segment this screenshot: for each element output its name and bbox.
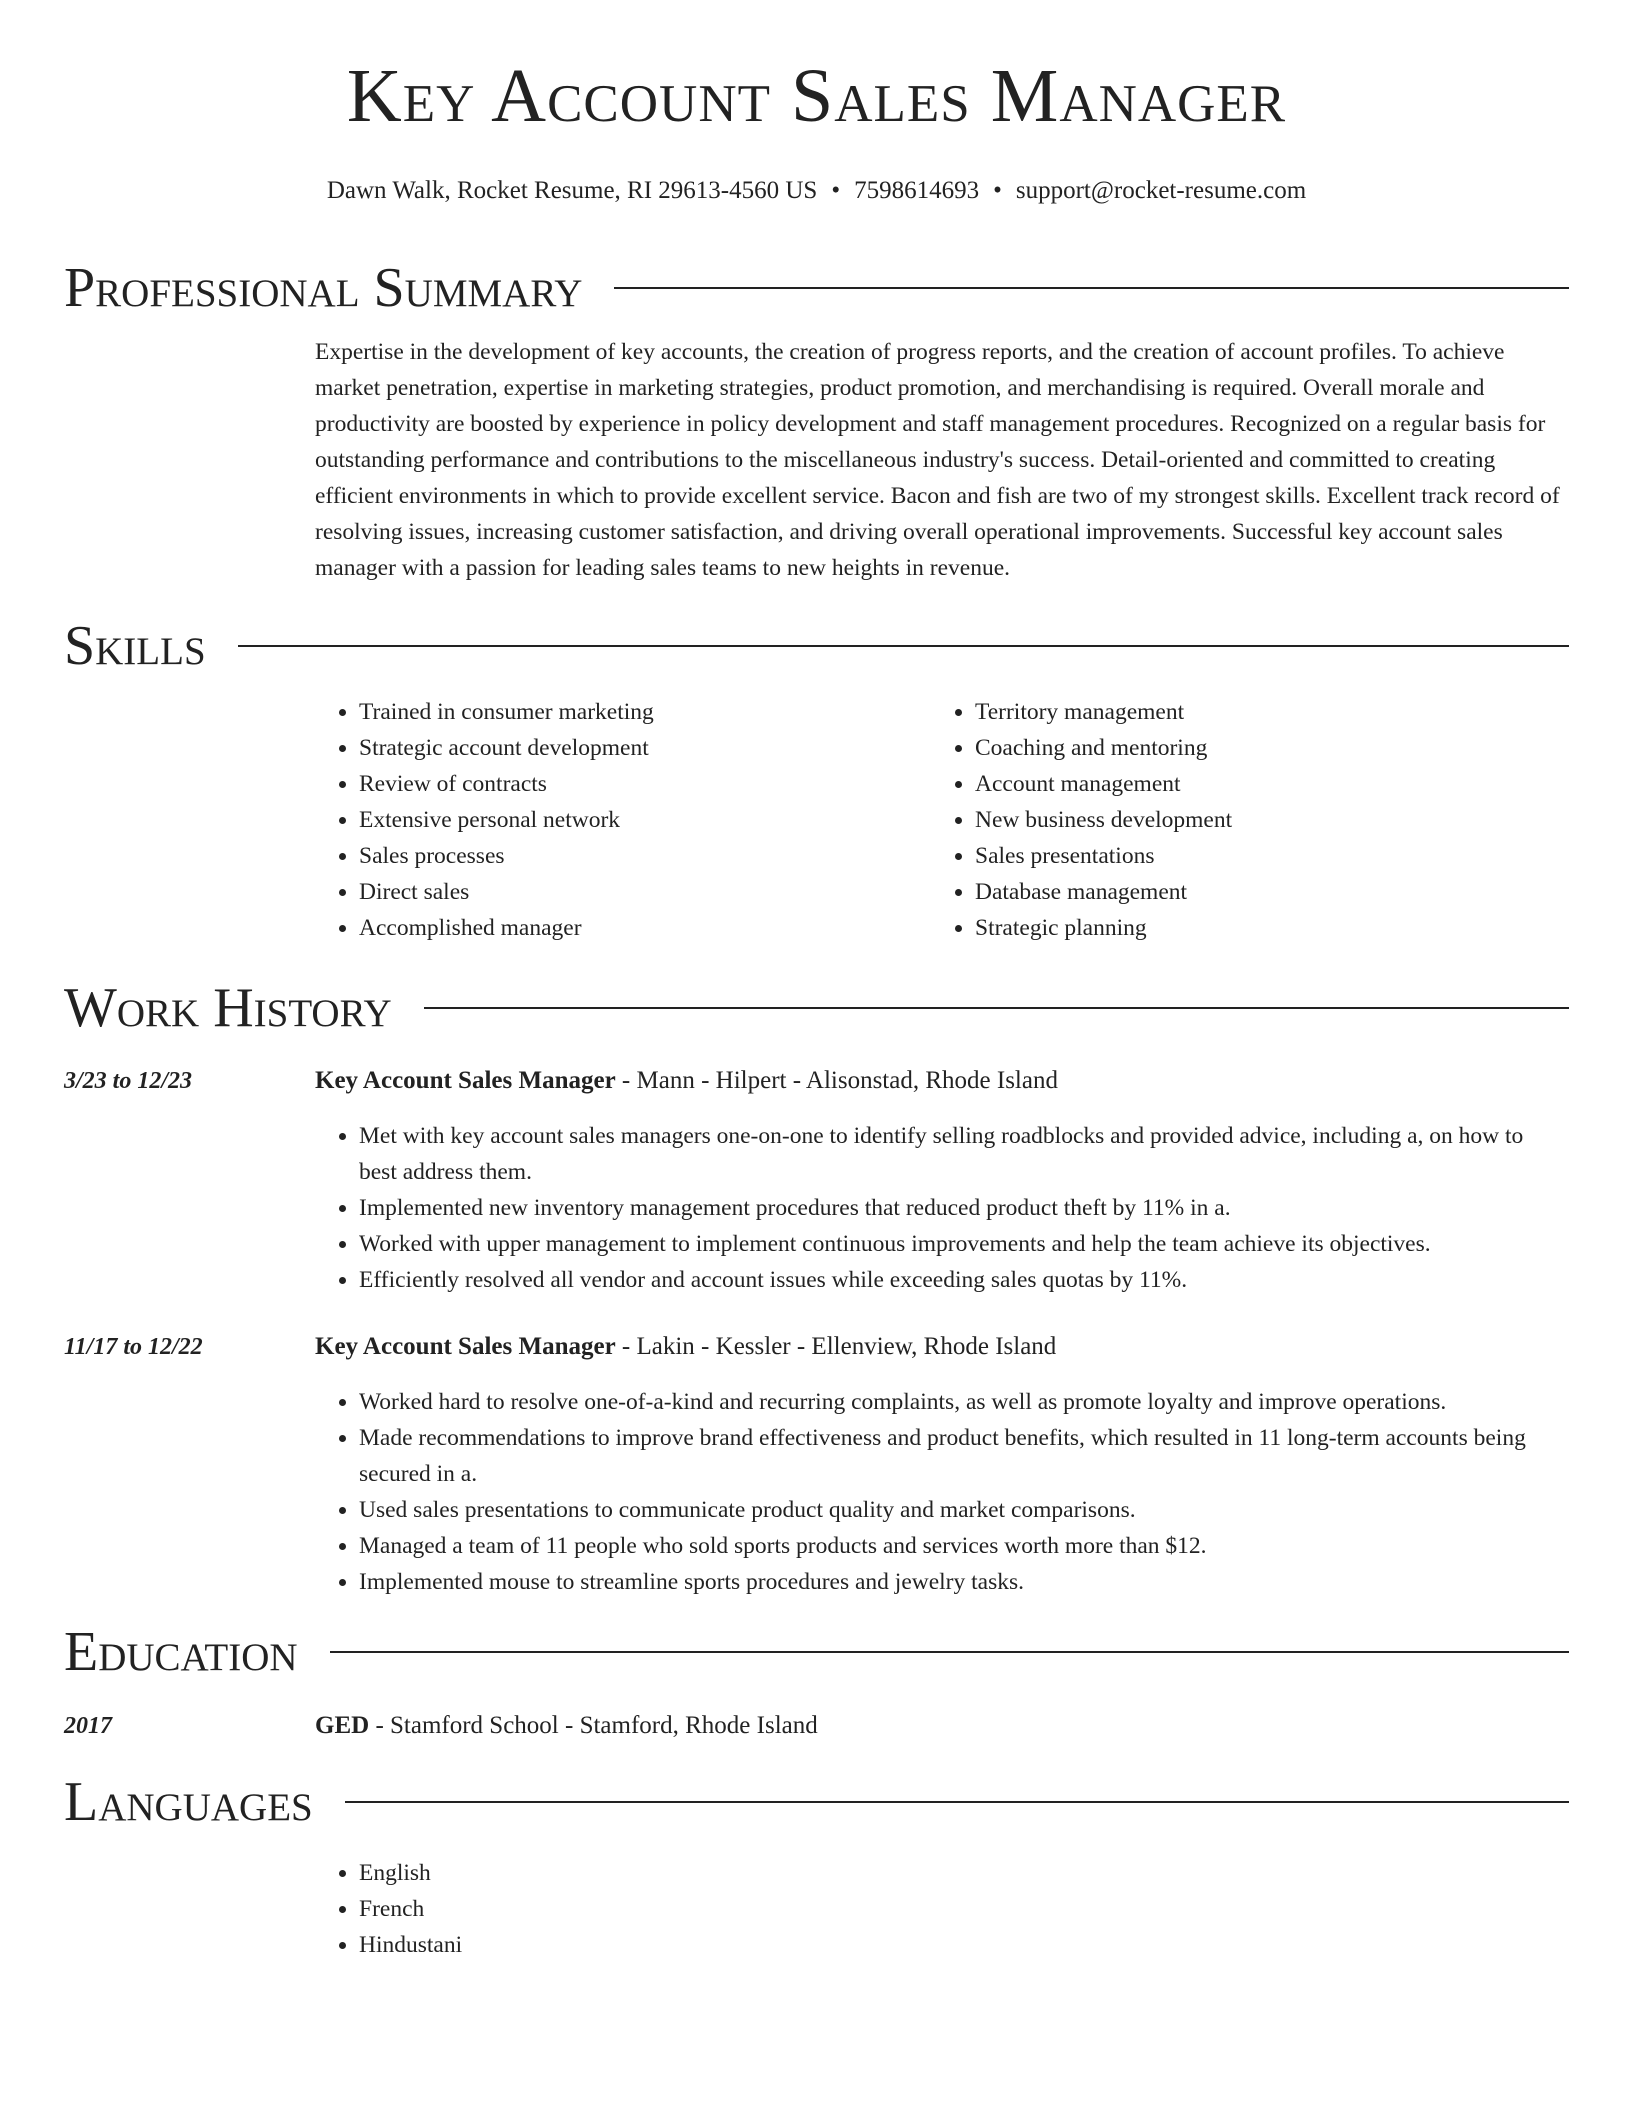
resume-name-title: Key Account Sales Manager [346,54,1287,138]
job-bullet: • Made recommendations to improve brand effectiveness and product benefits, which resulted in 11 long-term accounts being secured in a. [359,1420,1565,1492]
languages-list [315,1855,1565,1963]
summary-text: Expertise in the development of key accounts, the creation of progress reports, and the creation of account profiles. To achieve market penetration, expertise in marketing strategies, product promotion, and merchandising is required. Overall morale and productivity are boosted by experience in policy development and staff management procedures. Recognized on a regular basis for outstanding performance and contributions to the miscellaneous industry's success. Detail-oriented and committed to creating efficient environments in which to provide excellent service. Bacon and fish are two of my strongest skills. Excellent track record of resolving issues, increasing customer satisfaction, and driving overall operational improvements. Successful key account sales manager with a passion for leading sales teams to new heights in revenue. [315,339,1560,581]
job-details: - Lakin - Kessler - Ellenview, Rhode Island [615,1333,1057,1360]
skills-column-left [315,694,931,946]
job-details: - Mann - Hilpert - Alisonstad, Rhode Island [615,1067,1058,1094]
summary-heading: Professional Summary [64,257,583,319]
job-bullet: • Implemented mouse to streamline sports procedures and jewelry tasks. [359,1564,1565,1600]
summary-section-header [64,258,1569,318]
job-bullets [315,1384,1565,1600]
job-bullet: • Efficiently resolved all vendor and account issues while exceeding sales quotas by 11%. [359,1262,1565,1298]
skills-section-header [64,616,1569,676]
section-divider [330,1651,1569,1653]
job-bullet: • Managed a team of 11 people who sold sports products and services worth more than $12. [359,1528,1565,1564]
skills-list [315,694,1565,946]
skill-item: • Database management [975,874,1547,910]
job-dates: 3/23 to 12/23 [64,1068,193,1094]
job-bullet: • Implemented new inventory management procedures that reduced product theft by 11% in a. [359,1190,1565,1226]
section-divider [614,287,1569,289]
contact-email: support@rocket-resume.com [1015,177,1307,204]
skill-item: • Territory management [975,694,1547,730]
job-title-line [315,1329,1565,1365]
education-section-header [64,1622,1569,1682]
skill-item: • Coaching and mentoring [975,730,1547,766]
contact-line [64,176,1569,206]
work-section-header [64,978,1569,1038]
job-title-line [315,1063,1565,1099]
skill-item: • Trained in consumer marketing [359,694,931,730]
contact-address: Dawn Walk, Rocket Resume, RI 29613-4560 US [326,177,818,204]
education-line [315,1708,1565,1744]
contact-separator: • [993,177,1002,204]
job-bullet: • Worked with upper management to implement continuous improvements and help the team achieve its objectives. [359,1226,1565,1262]
skill-item: • Extensive personal network [359,802,931,838]
language-item: • French [359,1891,1565,1927]
skill-item: • Account management [975,766,1547,802]
job-bullet: • Met with key account sales managers one-on-one to identify selling roadblocks and provided advice, including a, on how to best address them. [359,1118,1565,1190]
contact-separator: • [831,177,841,204]
skill-item: • New business development [975,802,1547,838]
skill-item: • Direct sales [359,874,931,910]
work-heading: Work History [64,977,392,1039]
languages-section-header [64,1772,1569,1832]
job-bullet: • Worked hard to resolve one-of-a-kind and recurring complaints, as well as promote loyalty and improve operations. [359,1384,1565,1420]
skill-item: • Strategic planning [975,910,1547,946]
skill-item: • Sales presentations [975,838,1547,874]
education-year: 2017 [64,1713,112,1739]
section-divider [238,645,1569,647]
job-position: Key Account Sales Manager [315,1067,616,1094]
languages-heading: Languages [64,1771,313,1833]
skill-item: • Accomplished manager [359,910,931,946]
job-dates: 11/17 to 12/22 [64,1334,203,1360]
skill-item: • Sales processes [359,838,931,874]
section-divider [345,1801,1569,1803]
education-details: - Stamford School - Stamford, Rhode Island [369,1712,818,1739]
job-bullets [315,1118,1565,1298]
job-position: Key Account Sales Manager [315,1333,616,1360]
skills-heading: Skills [64,615,206,677]
skill-item: • Strategic account development [359,730,931,766]
education-degree: GED [315,1712,370,1739]
education-heading: Education [64,1621,298,1683]
language-item: • Hindustani [359,1927,1565,1963]
language-item: • English [359,1855,1565,1891]
skills-column-right [931,694,1547,946]
contact-phone: 7598614693 [854,177,980,204]
skill-item: • Review of contracts [359,766,931,802]
section-divider [424,1007,1569,1009]
job-bullet: • Used sales presentations to communicate product quality and market comparisons. [359,1492,1565,1528]
